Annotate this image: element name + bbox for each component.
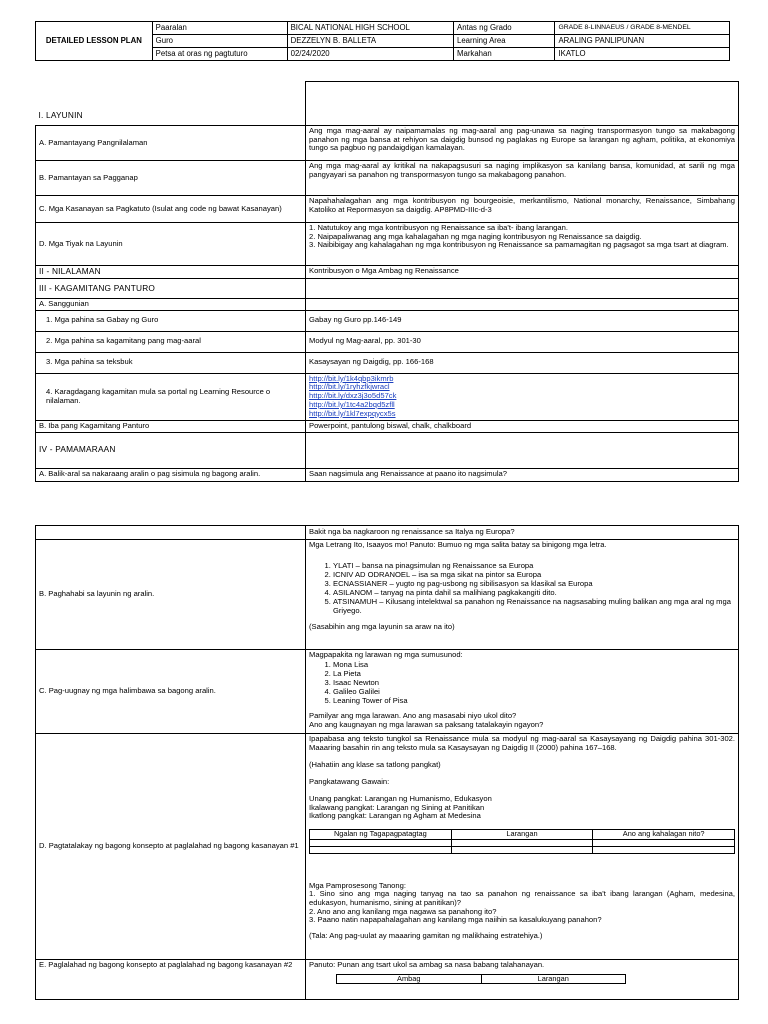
list-item: 1. Mona Lisa [333, 660, 735, 669]
list-item: 2. ICNIV AD ODRANOEL – isa sa mga sikat na pintor sa Europa [333, 570, 735, 579]
table-cell [593, 846, 735, 853]
table-cell [451, 839, 593, 846]
list-item: 5. Leaning Tower of Pisa [333, 696, 735, 705]
label-paglalahad-2: E. Paglalahad ng bagong konsepto at paglalahad ng bagong kasanayan #2 [36, 960, 306, 1000]
text-iba-pang-kagamitan: Powerpoint, pantulong biswal, chalk, chalkboard [306, 420, 739, 432]
column-header: Larangan [451, 830, 593, 840]
teacher-value: DEZZELYN B. BALLETA [287, 35, 453, 48]
pagtatalakay-paragraph: Ipapabasa ang teksto tungkol sa Renaissance mula sa modyul ng mag-aaral sa Kasaysayang ng Daigdig pahina 301-302. Maaaring basahin rin ang teksto mula sa Kasaysayan ng Daigdig II (2000) pahina 167–168. [309, 734, 735, 752]
label-paghahabi: B. Paghahabi sa layunin ng aralin. [36, 540, 306, 650]
text-pamantayan-pagganap: Ang mga mag-aaral ay kritikal na nakapagsusuri sa naging implikasyon sa kanilang bansa, komunidad, at sarili ng mga pangyayari sa panahon ng transpormasyon tungo sa makabagong panahon. [306, 161, 739, 196]
text-bakit-renaissance: Bakit nga ba nagkaroon ng renaissance sa Italya ng Europa? [306, 526, 739, 540]
pagtatalakay-content [306, 734, 739, 960]
list-item: 1. YLATI – bansa na pinagsimulan ng Renaissance sa Europa [333, 561, 735, 570]
column-header: Larangan [481, 974, 626, 984]
group-item: Ikalawang pangkat: Larangan ng Sining at Panitikan [309, 802, 485, 812]
group-item: Unang pangkat: Larangan ng Humanismo, Edukasyon [309, 793, 492, 803]
grade-label: Antas ng Grado [454, 22, 555, 35]
table-cell [451, 846, 593, 853]
tiyak-na-layunin-list [306, 223, 739, 266]
section-layunin: I. LAYUNIN [36, 82, 306, 126]
empty-cell [306, 299, 739, 311]
label-iba-pang-kagamitan: B. Iba pang Kagamitang Panturo [36, 420, 306, 432]
date-value: 02/24/2020 [287, 48, 453, 61]
paglalahad-content [306, 960, 739, 1000]
date-label: Petsa at oras ng pagtuturo [152, 48, 287, 61]
school-label: Paaralan [152, 22, 287, 35]
learning-resource-links [306, 373, 739, 420]
value-gabay-guro: Gabay ng Guro pp.146-149 [306, 310, 739, 331]
label-pamantayang-pangnilalaman: A. Pamantayang Pangnilalaman [36, 126, 306, 161]
pagtatalakay-note: (Tala: Ang pag-uulat ay maaaring gamitan ng malikhaing estratehiya.) [309, 931, 543, 941]
paghahabi-content [306, 540, 739, 650]
label-kasanayan: C. Mga Kasanayan sa Pagkatuto (Isulat ang code ng bawat Kasanayan) [36, 196, 306, 223]
resource-link[interactable]: http://bit.ly/dxz3j3o5d57ck [309, 391, 397, 401]
text-balik-aral: Saan nagsimula ang Renaissance at paano ito nagsimula? [306, 468, 739, 481]
table-cell [310, 839, 452, 846]
empty-cell [36, 526, 306, 540]
value-teksbuk: Kasaysayan ng Daigdig, pp. 166-168 [306, 352, 739, 373]
pag-uugnay-question: Ano ang kaugnayan ng mga larawan sa paksang tatalakayin ngayon? [309, 719, 544, 729]
section-nilalaman: II - NILALAMAN [36, 266, 306, 279]
label-teksbuk: 3. Mga pahina sa teksbuk [36, 352, 306, 373]
pagtatalakay-grouping: (Hahatiin ang klase sa tatlong pangkat) [309, 760, 441, 770]
empty-cell [306, 279, 739, 299]
pag-uugnay-content [306, 650, 739, 734]
question-item: 2. Ano ano ang kanilang mga nagawa sa panahong ito? [309, 906, 497, 916]
paghahabi-note: (Sasabihin ang mga layunin sa araw na ito) [309, 622, 455, 632]
label-learning-resource: 4. Karagdagang kagamitan mula sa portal ng Learning Resource o nilalaman. [36, 373, 306, 420]
learning-area-value: ARALING PANLIPUNAN [555, 35, 730, 48]
objective-item: 3. Naibibigay ang kahalagahan ng mga kontribusyon ng Renaissance sa pamamagitan ng pagsagot sa mga tsart at diagram. [309, 240, 729, 250]
label-balik-aral: A. Balik-aral sa nakaraang aralin o pag sisimula ng bagong aralin. [36, 468, 306, 481]
learning-area-label: Learning Area [454, 35, 555, 48]
quarter-label: Markahan [454, 48, 555, 61]
question-item: 1. Sino sino ang mga naging tanyag na tao sa panahon ng renaissance sa iba't ibang larangan (Agham, medesina, edukasyon, humanismo, sining at panitikan)? [309, 889, 735, 907]
table-cell [593, 839, 735, 846]
list-item: 4. Galileo Galilei [333, 687, 735, 696]
column-header: Ngalan ng Tagapagpatagtag [310, 830, 452, 840]
text-kasanayan: Napahahalagahan ang mga kontribusyon ng bourgeoisie, merkantilismo, National monarchy, Renaissance, Simbahang Katoliko at Repormasyon sa daigdig. AP8PMD-IIIc-d-3 [306, 196, 739, 223]
list-item: 2. La Pieta [333, 669, 735, 678]
ambag-table [336, 974, 626, 985]
paglalahad-instruction: Panuto: Punan ang tsart ukol sa ambag sa nasa babang talahanayan. [309, 960, 545, 969]
pag-uugnay-question: Pamilyar ang mga larawan. Ano ang masasabi niyo ukol dito? [309, 711, 517, 721]
label-gabay-guro: 1. Mga pahina sa Gabay ng Guro [36, 310, 306, 331]
lesson-table-page2 [35, 525, 739, 1000]
label-tiyak-na-layunin: D. Mga Tiyak na Layunin [36, 223, 306, 266]
label-kagamitang-mag-aaral: 2. Mga pahina sa kagamitang pang mag-aaral [36, 331, 306, 352]
questions-title: Mga Pamprosesong Tanong: [309, 880, 406, 890]
header-table [35, 21, 730, 61]
text-pamantayang-pangnilalaman: Ang mga mag-aaral ay naipamamalas ng mag-aaral ang pag-unawa sa naging transpormasyon tungo sa makabagong panahon ng mga bansa at rehiyon sa daigdig bunsod ng paglakas ng Europe sa larangan ng agham, politika, at ekonomiya tungo sa pagbuo ng pandaigdigan kamalayan. [306, 126, 739, 161]
pag-uugnay-list [309, 660, 735, 706]
list-item: 4. ASILANOM – tanyag na pinta dahil sa malihiang pagkakangiti dito. [333, 588, 735, 597]
resource-link[interactable]: http://bit.ly/1kl7expqycx5s [309, 408, 396, 418]
group-item: Ikatlong pangkat: Larangan ng Agham at Medesina [309, 811, 481, 821]
list-item: 3. Isaac Newton [333, 678, 735, 687]
pag-uugnay-intro: Magpapakita ng larawan ng mga sumusunod: [309, 650, 463, 659]
label-sanggunian: A. Sanggunian [36, 299, 306, 311]
section-pamamaraan: IV - PAMAMARAAN [36, 432, 306, 468]
table-cell [310, 846, 452, 853]
empty-cell [306, 82, 739, 126]
paghahabi-intro: Mga Letrang Ito, Isaayos mo! Panuto: Bumuo ng mga salita batay sa binigong mga letra. [309, 540, 607, 549]
section-kagamitan: III - KAGAMITANG PANTURO [36, 279, 306, 299]
list-item: 5. ATSINAMUH – Kilusang intelektwal sa panahon ng Renaissance na nagsasabing muling balikan ang mga aral ng mga Griyego. [333, 597, 735, 615]
empty-cell [306, 432, 739, 468]
paghahabi-list [309, 561, 735, 616]
teacher-label: Guro [152, 35, 287, 48]
column-header: Ambag [337, 974, 482, 984]
resource-link[interactable]: http://bit.ly/1k4qbp3ikmrb [309, 373, 394, 383]
column-header: Ano ang kahalagan nito? [593, 830, 735, 840]
label-pag-uugnay: C. Pag-uugnay ng mga halimbawa sa bagong aralin. [36, 650, 306, 734]
value-kagamitang-mag-aaral: Modyul ng Mag-aaral, pp. 301-30 [306, 331, 739, 352]
objective-item: 1. Natutukoy ang mga kontribusyon ng Renaissance sa iba't- ibang larangan. [309, 223, 568, 232]
list-item: 3. ECNASSIANER – yugto ng pag-usbong ng sibilisasyon sa klasikal sa Europa [333, 579, 735, 588]
document-title: DETAILED LESSON PLAN [36, 22, 153, 61]
label-pamantayan-pagganap: B. Pamantayan sa Pagganap [36, 161, 306, 196]
school-value: BICAL NATIONAL HIGH SCHOOL [287, 22, 453, 35]
objective-item: 2. Naipapaliwanag ang mga kahalagahan ng mga naging kontribusyon ng Renaissance sa daigdig. [309, 231, 642, 241]
text-nilalaman: Kontribusyon o Mga Ambag ng Renaissance [306, 266, 739, 279]
label-pagtatalakay-1: D. Pagtatalakay ng bagong konsepto at paglalahad ng bagong kasanayan #1 [36, 734, 306, 960]
resource-link[interactable]: http://bit.ly/1ryhzfkjwracl [309, 382, 390, 392]
grade-value: GRADE 8-LINNAEUS / GRADE 8-MENDEL [555, 22, 730, 35]
quarter-value: IKATLO [555, 48, 730, 61]
lesson-table-page1 [35, 81, 739, 482]
contributors-table [309, 829, 735, 854]
resource-link[interactable]: http://bit.ly/1tc4a2bqd5zfll [309, 399, 395, 409]
pagtatalakay-gawain: Pangkatawang Gawain: [309, 777, 390, 787]
question-item: 3. Paano natin napapahalagahan ang kanilang mga naiihin sa kasalukuyang panahon? [309, 915, 602, 925]
